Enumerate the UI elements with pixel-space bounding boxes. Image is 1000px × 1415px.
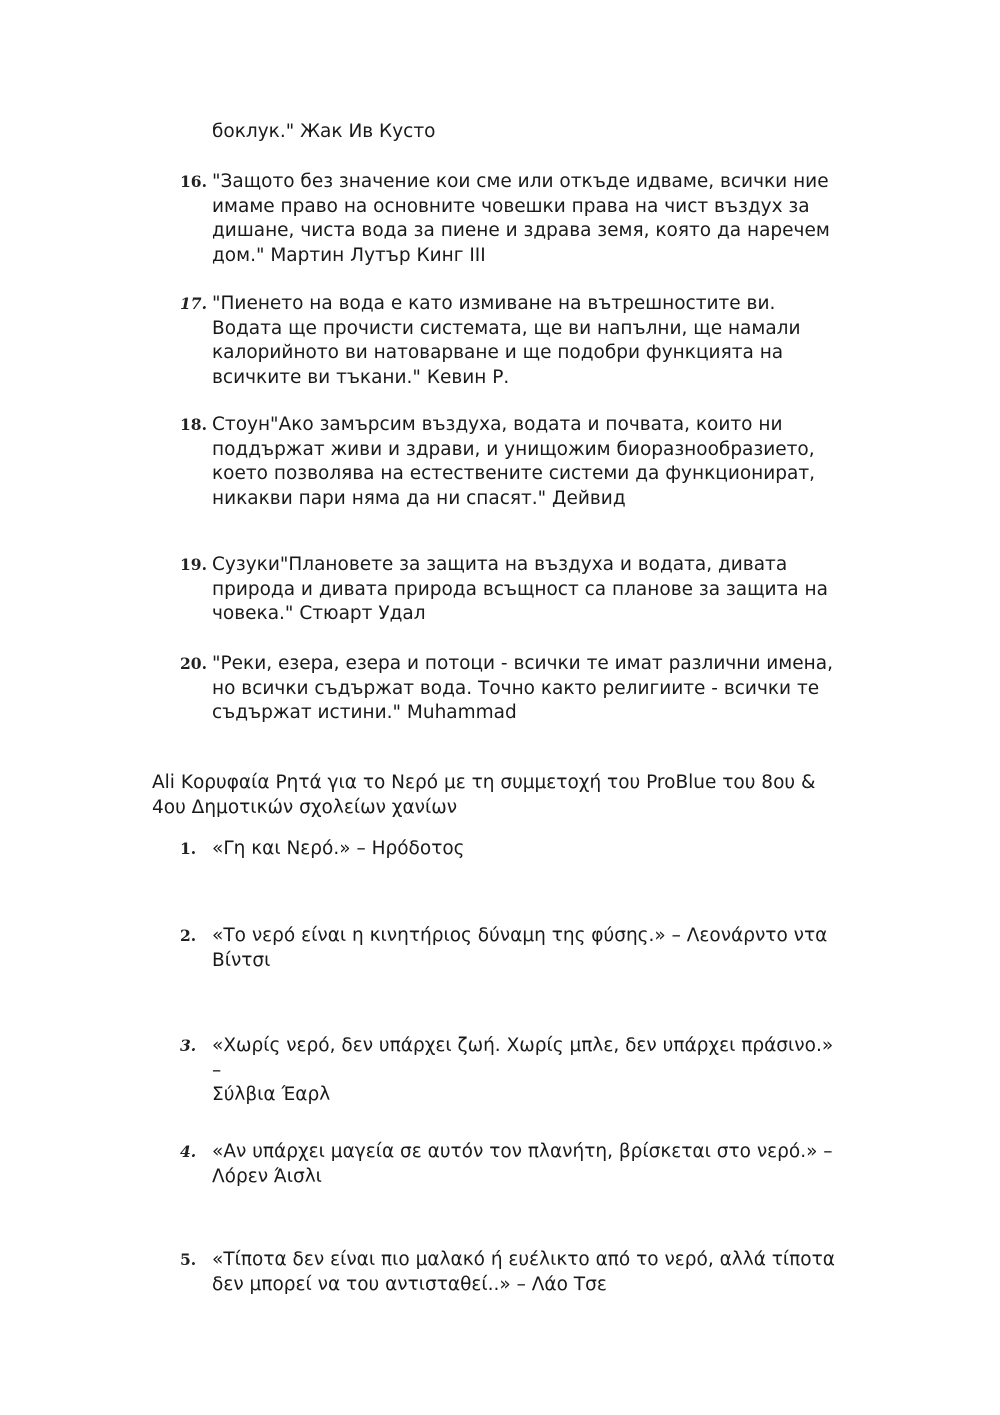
continuation-text: боклук." Жак Ив Кусто [212, 121, 436, 142]
quote-line: имаме право на основните човешки права на чист въздух за [212, 195, 810, 217]
quote-line: Λόρεν Άισλι [212, 1165, 322, 1187]
list-number: 19. [180, 555, 207, 574]
list-number: 2. [180, 926, 197, 945]
list-number: 3. [180, 1036, 197, 1055]
quote-line: «Χωρίς νερό, δεν υπάρχει ζωή. Χωρίς μπλε, δεν υπάρχει πράσινο.» – [212, 1035, 834, 1081]
section-heading [152, 771, 842, 820]
list-number: 5. [180, 1250, 197, 1269]
list-number: 4. [180, 1142, 197, 1161]
quote-text [212, 170, 842, 268]
quote-text [212, 924, 842, 973]
quote-line: "Реки, езера, езера и потоци - всички те имат различни имена, [212, 653, 833, 674]
list-number: 20. [180, 654, 207, 673]
quote-text [212, 837, 842, 862]
quote-line: поддържат живи и здрави, и унищожим биоразнообразието, [212, 438, 815, 460]
quote-line: Βίντσι [212, 949, 271, 971]
quote-line: но всички съдържат вода. Точно както религиите - всички те [212, 677, 820, 699]
quote-line: калорийното ви натоварване и ще подобри функцията на [212, 342, 784, 363]
quote-line: δεν μπορεί να του αντισταθεί..» – Λάο Τσε [212, 1273, 607, 1295]
quote-line: «Το νερό είναι η κινητήριος δύναμη της φύσης.» – Λεονάρντο ντα [212, 925, 828, 946]
quote-line: Σύλβια Έαρλ [212, 1084, 331, 1105]
quote-line: «Γη και Νερό.» – Ηρόδοτος [212, 838, 465, 859]
quote-line: дом." Мартин Лутър Кинг III [212, 244, 486, 266]
quote-line: никакви пари няма да ни спасят." Дейвид [212, 487, 626, 509]
quote-text [212, 292, 842, 390]
quote-line: Сузуки"Плановете за защита на въздуха и водата, дивата [212, 554, 788, 575]
heading-line: Ali Κορυφαία Ρητά για το Νερό με τη συμμετοχή του ProBlue του 8ου & [152, 772, 816, 793]
list-number: 16. [180, 172, 207, 191]
quote-text [212, 1248, 842, 1297]
quote-line: Стоун"Ако замърсим въздуха, водата и почвата, които ни [212, 414, 783, 435]
quote-text [212, 652, 842, 726]
quote-line: дишане, чиста вода за пиене и здрава земя, която да наречем [212, 220, 830, 241]
quote-line: природа и дивата природа всъщност са планове за защита на [212, 578, 828, 600]
list-number: 17. [180, 294, 207, 313]
quote-text [212, 1140, 842, 1189]
quote-line: «Αν υπάρχει μαγεία σε αυτόν τον πλανήτη, βρίσκεται στο νερό.» – [212, 1141, 833, 1162]
list-number: 18. [180, 415, 207, 434]
quote-line: «Τίποτα δεν είναι πιο μαλακό ή ευέλικτο από το νερό, αλλά τίποτα [212, 1249, 835, 1270]
quote-line: човека." Стюарт Удал [212, 603, 426, 624]
quote-text [212, 1034, 842, 1108]
list-number: 1. [180, 839, 197, 858]
quote-line: съдържат истини." Muhammad [212, 702, 517, 723]
quote-line: всичките ви тъкани." Кевин Р. [212, 366, 510, 388]
quote-text [212, 413, 842, 511]
quote-line: "Пиенето на вода е като измиване на вътрешностите ви. [212, 293, 776, 314]
heading-line: 4ου Δημοτικών σχολείων χανίων [152, 796, 458, 818]
quote-line: Водата ще прочисти системата, ще ви напълни, ще намали [212, 317, 801, 339]
quote-line: "Защото без значение кои сме или откъде идваме, всички ние [212, 171, 829, 192]
quote-text [212, 553, 842, 627]
quote-line: което позволява на естествените системи да функционират, [212, 463, 816, 484]
